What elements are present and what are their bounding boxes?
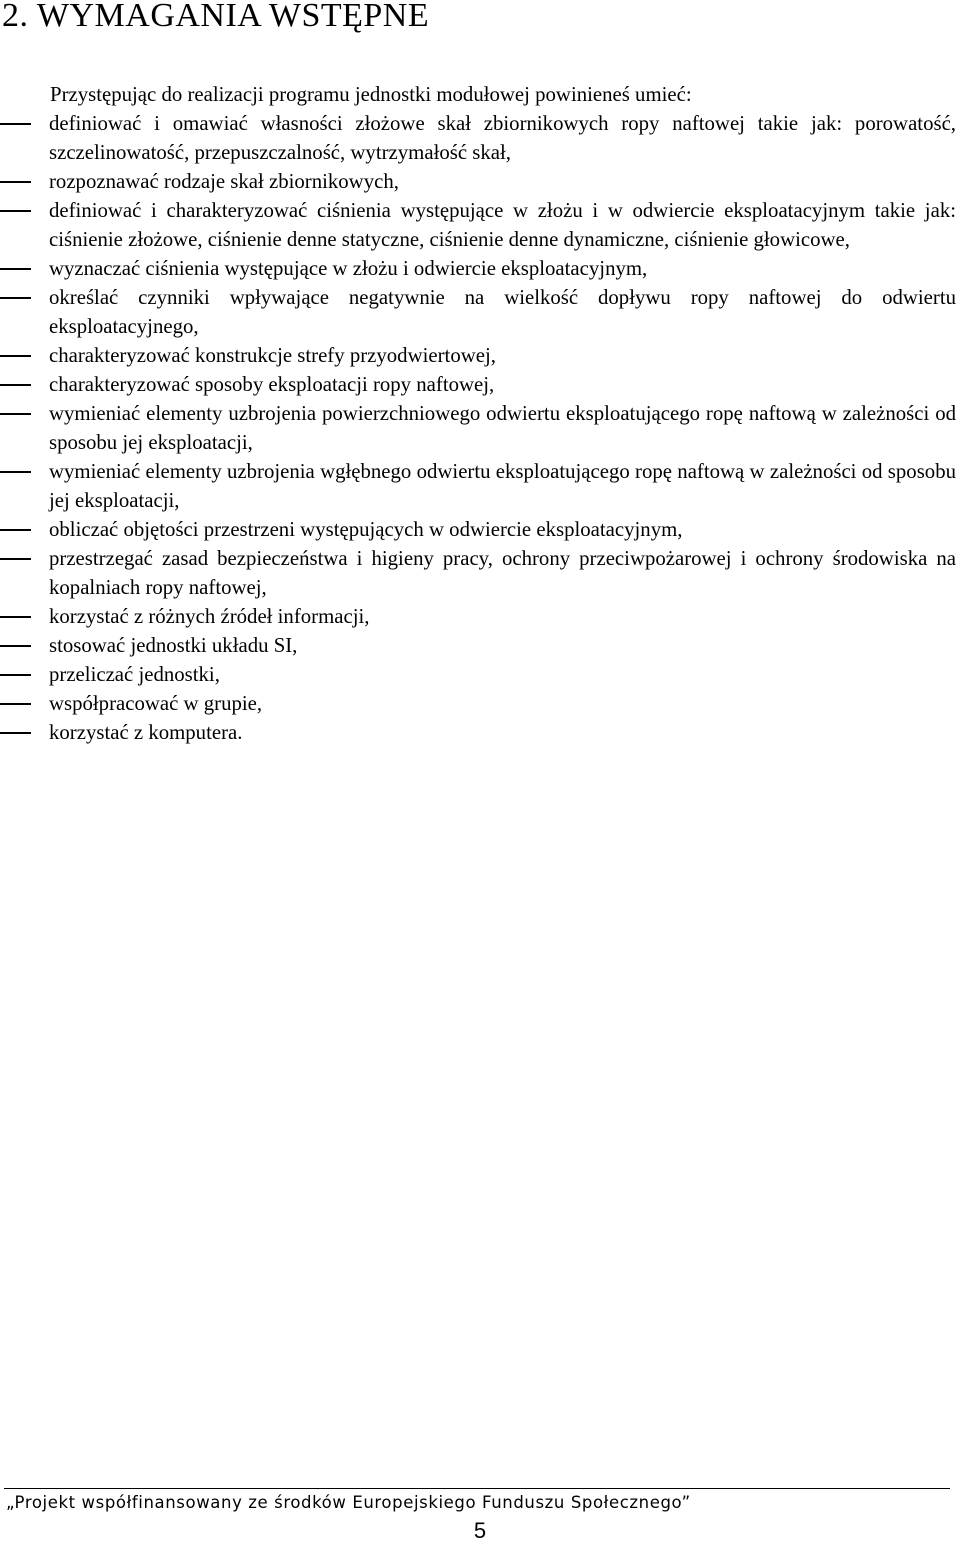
list-item [0,457,956,515]
list-item [0,167,956,196]
list-item [0,660,956,689]
intro-text: Przystępując do realizacji programu jednostki modułowej powinieneś umieć: [50,83,692,106]
list-item [0,689,956,718]
list-item-text: określać czynniki wpływające negatywnie na wielkość dopływu ropy naftowej do odwiertu eksploatacyjnego, [49,286,956,338]
list-item-text: definiować i charakteryzować ciśnienia występujące w złożu i w odwiercie eksploatacyjnym takie jak: ciśnienie złożowe, ciśnienie denne statyczne, ciśnienie denne dynamiczne, ciśnienie głowicowe, [49,199,956,251]
dash-bullet-icon [0,529,31,531]
dash-bullet-icon [0,703,31,705]
list-item-text: współpracować w grupie, [49,692,263,715]
list-item [0,515,956,544]
dash-bullet-icon [0,181,31,183]
dash-bullet-icon [0,413,31,415]
dash-bullet-icon [0,645,31,647]
list-item [0,109,956,167]
list-item [0,399,956,457]
list-item-text: rozpoznawać rodzaje skał zbiornikowych, [49,170,399,193]
list-item [0,283,956,341]
dash-bullet-icon [0,297,31,299]
list-item [0,602,956,631]
list-item [0,544,956,602]
dash-bullet-icon [0,616,31,618]
dash-bullet-icon [0,558,31,560]
list-item-text: wyznaczać ciśnienia występujące w złożu i odwiercie eksploatacyjnym, [49,257,648,280]
list-item-text: korzystać z komputera. [49,721,243,744]
list-item [0,718,956,747]
dash-bullet-icon [0,674,31,676]
page-number: 5 [473,1518,487,1543]
list-item [0,196,956,254]
list-item [0,254,956,283]
list-item-text: przeliczać jednostki, [49,663,220,686]
dash-bullet-icon [0,355,31,357]
list-item [0,370,956,399]
list-item-text: stosować jednostki układu SI, [49,634,298,657]
list-item [0,341,956,370]
footer-divider [4,1488,950,1489]
list-item-text: wymieniać elementy uzbrojenia wgłębnego odwiertu eksploatującego ropę naftową w zależności od sposobu jej eksploatacji, [49,460,956,512]
list-item-text: korzystać z różnych źródeł informacji, [49,605,370,628]
dash-bullet-icon [0,210,31,212]
dash-bullet-icon [0,123,31,125]
requirements-section [0,80,956,747]
footer-funding-note: „Projekt współfinansowany ze środków Europejskiego Funduszu Społecznego” [6,1493,691,1512]
requirements-list [0,109,956,747]
list-item-text: obliczać objętości przestrzeni występujących w odwiercie eksploatacyjnym, [49,518,683,541]
dash-bullet-icon [0,384,31,386]
list-item-text: wymieniać elementy uzbrojenia powierzchniowego odwiertu eksploatującego ropę naftową w zależności od sposobu jej eksploatacji, [49,402,956,454]
list-item-text: przestrzegać zasad bezpieczeństwa i higieny pracy, ochrony przeciwpożarowej i ochrony środowiska na kopalniach ropy naftowej, [49,547,956,599]
list-item-text: definiować i omawiać własności złożowe skał zbiornikowych ropy naftowej takie jak: porowatość, szczelinowatość, przepuszczalność, wytrzymałość skał, [49,112,956,164]
dash-bullet-icon [0,471,31,473]
section-title: 2. WYMAGANIA WSTĘPNE [2,0,430,34]
dash-bullet-icon [0,732,31,734]
list-item-text: charakteryzować sposoby eksploatacji ropy naftowej, [49,373,495,396]
dash-bullet-icon [0,268,31,270]
list-item [0,631,956,660]
list-item-text: charakteryzować konstrukcje strefy przyodwiertowej, [49,344,496,367]
